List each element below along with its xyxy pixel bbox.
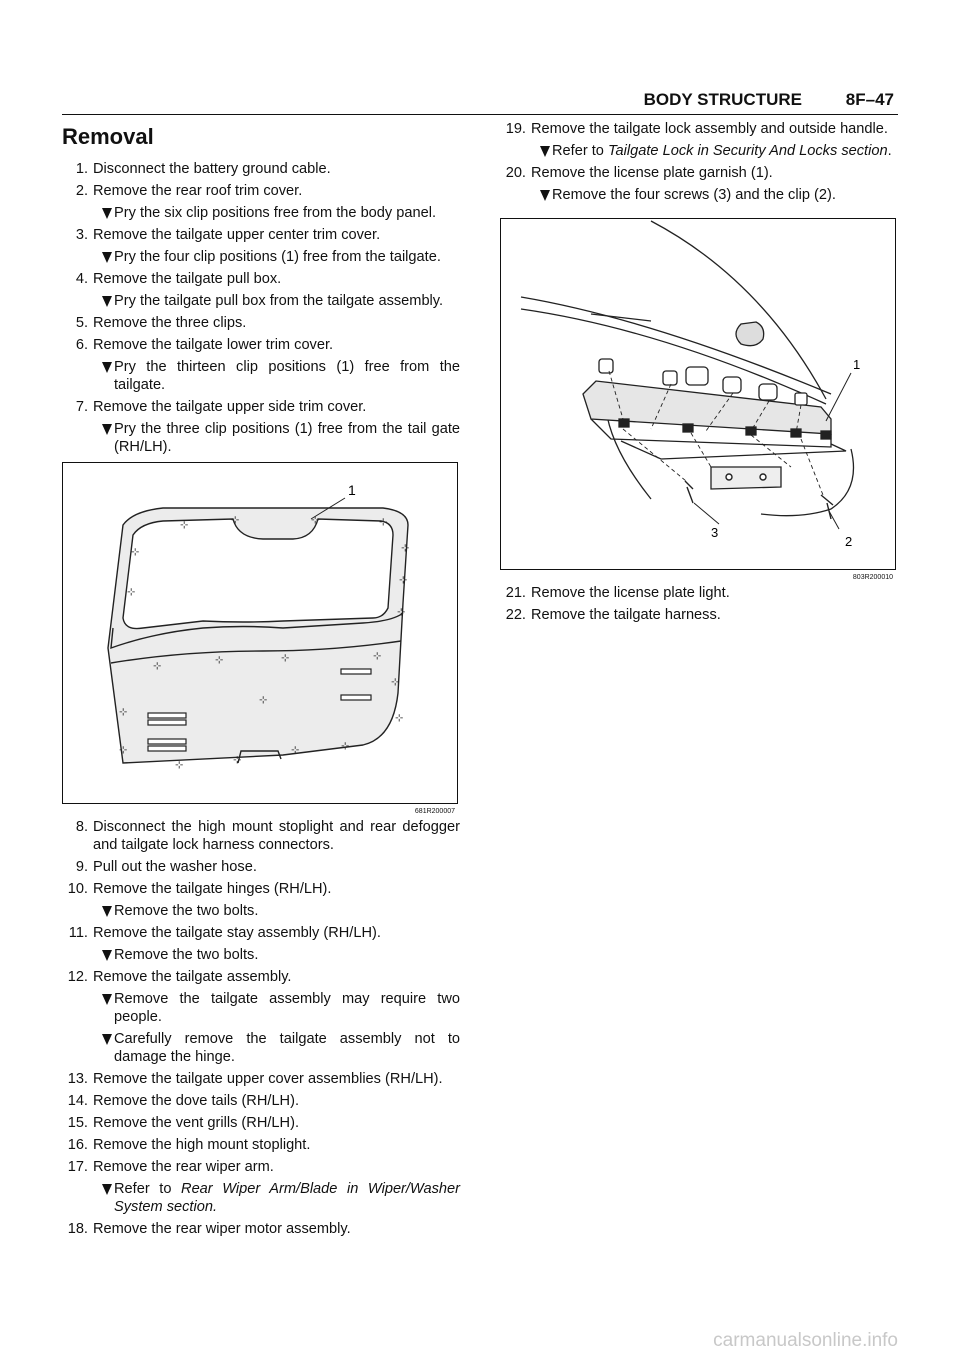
bullet-triangle-icon	[540, 146, 550, 157]
step-item	[500, 584, 898, 602]
step-text: Pull out the washer hose.	[93, 859, 257, 875]
svg-text:⊹: ⊹	[291, 745, 300, 756]
svg-text:⊹: ⊹	[233, 755, 242, 766]
bullet-triangle-icon	[102, 296, 112, 307]
svg-text:⊹: ⊹	[127, 587, 136, 598]
tailgate-trim-illustration	[63, 463, 457, 803]
svg-text:⊹: ⊹	[401, 543, 410, 554]
license-garnish-illustration	[501, 219, 895, 569]
bullet-triangle-icon	[102, 252, 112, 263]
bullet-triangle-icon	[102, 362, 112, 373]
page-number: 8F–47	[845, 90, 894, 109]
step-number: 1.	[75, 161, 88, 177]
step-text: Remove the tailgate harness.	[531, 607, 721, 623]
step-number: 9.	[75, 859, 88, 875]
step-item	[62, 182, 460, 200]
step-item	[62, 1158, 460, 1176]
steps-8-17	[62, 818, 460, 1176]
step-text: Remove the three clips.	[93, 315, 247, 331]
step-item	[62, 880, 460, 898]
step-item	[62, 1092, 460, 1110]
left-column	[62, 120, 460, 1242]
step-substep	[102, 420, 460, 456]
step-number: 12.	[67, 969, 88, 985]
svg-text:⊹: ⊹	[153, 661, 162, 672]
svg-text:⊹: ⊹	[379, 517, 388, 528]
step-17-reference: Refer to Rear Wiper Arm/Blade in Wiper/Washer System section.	[102, 1180, 460, 1216]
step-19: 19. Remove the tailgate lock assembly and outside handle.	[505, 121, 888, 137]
step-number: 13.	[67, 1071, 88, 1087]
step-number: 5.	[75, 315, 88, 331]
step-number: 17.	[67, 1159, 88, 1175]
step-item	[62, 160, 460, 178]
step-item	[62, 398, 460, 416]
substep-text: Pry the three clip positions (1) free from the tail gate (RH/LH).	[114, 421, 460, 455]
substep-text: Pry the tailgate pull box from the tailgate assembly.	[114, 293, 444, 309]
svg-text:⊹: ⊹	[259, 695, 268, 706]
svg-text:⊹: ⊹	[399, 575, 408, 586]
step-text: Remove the tailgate upper center trim cover.	[93, 227, 381, 243]
section-title: BODY STRUCTURE	[643, 90, 802, 109]
step-substep	[102, 204, 460, 222]
step-substep	[102, 946, 460, 964]
step-number: 8.	[75, 819, 88, 835]
svg-text:⊹: ⊹	[341, 741, 350, 752]
step-text: Remove the high mount stoplight.	[93, 1137, 311, 1153]
step-number: 15.	[67, 1115, 88, 1131]
step-item	[62, 1114, 460, 1132]
step-18: 18. Remove the rear wiper motor assembly.	[67, 1221, 351, 1237]
step-item	[62, 1136, 460, 1154]
callout-1: 1	[853, 357, 861, 372]
step-20-sub: Remove the four screws (3) and the clip (2).	[540, 186, 898, 204]
step-substep	[102, 990, 460, 1026]
step-item	[62, 1070, 460, 1088]
svg-text:⊹: ⊹	[119, 745, 128, 756]
step-text: Remove the tailgate upper side trim cover.	[93, 399, 367, 415]
substep-text: Carefully remove the tailgate assembly not to damage the hinge.	[114, 1031, 460, 1065]
substep-text: Remove the tailgate assembly may require two people.	[114, 991, 460, 1025]
step-item	[62, 924, 460, 942]
step-text: Disconnect the high mount stoplight and rear defogger and tailgate lock harness connectors.	[93, 819, 460, 853]
step-text: Remove the rear roof trim cover.	[93, 183, 303, 199]
step-number: 16.	[67, 1137, 88, 1153]
step-item	[62, 226, 460, 244]
step-number: 3.	[75, 227, 88, 243]
bullet-triangle-icon	[102, 994, 112, 1005]
step-text: Remove the rear wiper arm.	[93, 1159, 274, 1175]
step-substep	[102, 248, 460, 266]
steps-1-7	[62, 160, 460, 456]
substep-text: Pry the six clip positions free from the body panel.	[114, 205, 437, 221]
callout-3: 3	[711, 525, 719, 540]
step-number: 22.	[505, 607, 526, 623]
step-substep	[102, 292, 460, 310]
step-number: 21.	[505, 585, 526, 601]
step-19-reference: Refer to Tailgate Lock in Security And Locks section.	[540, 142, 898, 160]
svg-text:⊹: ⊹	[311, 515, 320, 526]
svg-text:⊹: ⊹	[397, 607, 406, 618]
step-item	[62, 336, 460, 354]
svg-text:⊹: ⊹	[215, 655, 224, 666]
svg-text:⊹: ⊹	[180, 520, 189, 531]
step-item	[62, 270, 460, 288]
step-text: Remove the vent grills (RH/LH).	[93, 1115, 299, 1131]
substep-text: Pry the thirteen clip positions (1) free from the tailgate.	[114, 359, 460, 393]
svg-text:⊹: ⊹	[231, 515, 240, 526]
license-garnish-figure	[500, 218, 896, 581]
substep-text: Remove the two bolts.	[114, 903, 259, 919]
bullet-triangle-icon	[102, 208, 112, 219]
step-substep	[102, 902, 460, 920]
step-text: Remove the tailgate assembly.	[93, 969, 292, 985]
step-text: Disconnect the battery ground cable.	[93, 161, 331, 177]
svg-text:⊹: ⊹	[131, 547, 140, 558]
step-item	[62, 968, 460, 986]
step-item	[500, 606, 898, 624]
bullet-triangle-icon	[102, 950, 112, 961]
bullet-triangle-icon	[102, 424, 112, 435]
step-substep	[102, 358, 460, 394]
right-column	[500, 120, 898, 628]
step-number: 2.	[75, 183, 88, 199]
bullet-triangle-icon	[102, 1184, 112, 1195]
step-text: Remove the license plate light.	[531, 585, 730, 601]
tailgate-trim-figure	[62, 462, 458, 815]
figure-code: 803R200010	[852, 574, 893, 581]
step-number: 4.	[75, 271, 88, 287]
step-item	[62, 818, 460, 854]
figure-code: 681R200007	[414, 808, 455, 815]
step-item	[62, 314, 460, 332]
svg-text:⊹: ⊹	[395, 713, 404, 724]
svg-text:⊹: ⊹	[391, 677, 400, 688]
watermark-text: carmanualsonline.info	[713, 1330, 898, 1351]
step-20: 20. Remove the license plate garnish (1).	[505, 165, 773, 181]
callout-1: 1	[348, 482, 356, 498]
reference-link-text: Rear Wiper Arm/Blade in Wiper/Washer System section.	[114, 1181, 460, 1215]
removal-heading: Removal	[62, 124, 154, 149]
svg-text:⊹: ⊹	[119, 707, 128, 718]
step-text: Remove the tailgate stay assembly (RH/LH).	[93, 925, 381, 941]
step-number: 7.	[75, 399, 88, 415]
svg-text:⊹: ⊹	[281, 653, 290, 664]
steps-21-22	[500, 584, 898, 624]
callout-2: 2	[845, 534, 853, 549]
step-number: 11.	[68, 925, 88, 941]
step-number: 14.	[67, 1093, 88, 1109]
step-text: Remove the tailgate lower trim cover.	[93, 337, 334, 353]
substep-text: Remove the two bolts.	[114, 947, 259, 963]
step-item	[62, 858, 460, 876]
step-number: 6.	[75, 337, 88, 353]
svg-text:⊹: ⊹	[175, 760, 184, 771]
page-header	[62, 90, 898, 115]
step-text: Remove the dove tails (RH/LH).	[93, 1093, 300, 1109]
step-number: 10.	[67, 881, 88, 897]
step-substep	[102, 1030, 460, 1066]
bullet-triangle-icon	[102, 1034, 112, 1045]
substep-text: Pry the four clip positions (1) free from the tailgate.	[114, 249, 441, 265]
step-text: Remove the tailgate hinges (RH/LH).	[93, 881, 332, 897]
bullet-triangle-icon	[540, 190, 550, 201]
step-text: Remove the tailgate pull box.	[93, 271, 282, 287]
bullet-triangle-icon	[102, 906, 112, 917]
reference-link-text: Tailgate Lock in Security And Locks section	[607, 143, 888, 159]
svg-text:⊹: ⊹	[373, 651, 382, 662]
step-text: Remove the tailgate upper cover assemblies (RH/LH).	[93, 1071, 443, 1087]
